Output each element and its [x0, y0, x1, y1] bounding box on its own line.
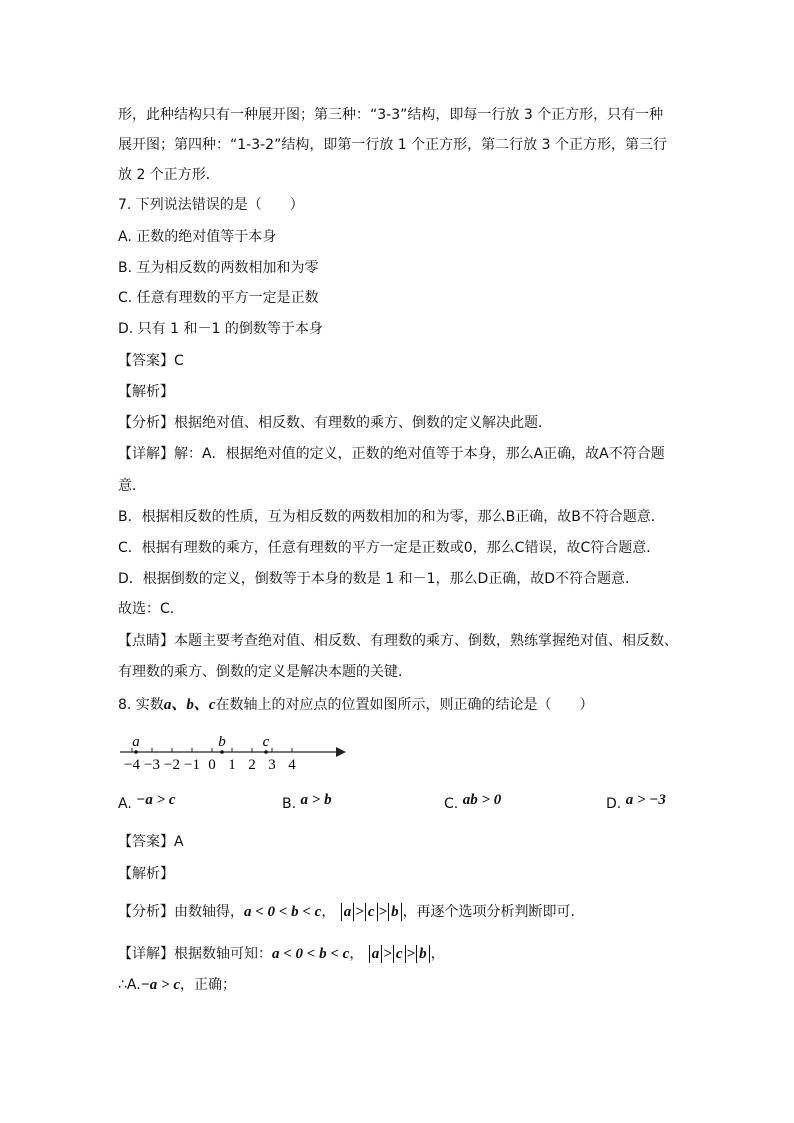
option-b [282, 792, 332, 813]
option-d [606, 792, 666, 813]
axis-arrow [336, 747, 346, 757]
text-line: D. 只有 1 和－1 的倒数等于本身 [118, 321, 323, 337]
text-line: 形，此种结构只有一种展开图；第三种：“3-3”结构，即每一行放 3 个正方形，只有一种 [118, 107, 664, 123]
tick-label: 2 [248, 757, 256, 773]
option-key: C. [444, 796, 459, 812]
xiangjie-8 [118, 945, 445, 963]
tick-label: 1 [228, 757, 236, 773]
text-line: 意． [118, 478, 146, 494]
tick-label: −4 [124, 757, 140, 773]
text-line: 展开图；第四种：“1-3-2”结构，即第一行放 1 个正方形，第二行放 3 个正方形，第三行 [118, 137, 667, 153]
text-line: 有理数的乘方、倒数的定义是解决本题的关键． [118, 664, 412, 680]
fenxi-8 [118, 903, 575, 921]
text-line: B. 互为相反数的两数相加和为零 [118, 260, 319, 276]
option-expr: ab > 0 [462, 792, 502, 808]
tick-label: −1 [184, 757, 200, 773]
gt: > [355, 904, 364, 920]
option-a [118, 792, 176, 813]
label: 【详解】根据数轴可知： [118, 946, 272, 962]
point-label: b [218, 734, 226, 750]
inequality: a < 0 < b < c [272, 946, 350, 962]
prefix: ∴A. [118, 977, 141, 993]
tail: ，正确； [180, 977, 236, 993]
option-expr: a > −3 [625, 792, 666, 808]
text-line: 【分析】根据绝对值、相反数、有理数的乘方、倒数的定义解决此题． [118, 415, 552, 431]
abs-b: b [388, 903, 402, 921]
tick-label: 0 [208, 757, 216, 773]
q8-prefix: 8. 实数 [118, 697, 164, 713]
answer-8: 【答案】A [118, 834, 184, 850]
text-line: D．根据倒数的定义，倒数等于本身的数是 1 和－1，那么D正确，故D不符合题意． [118, 571, 640, 587]
point-label: c [262, 734, 270, 750]
abs-c: c [365, 903, 378, 921]
gt: > [378, 904, 388, 920]
tick-label: −2 [164, 757, 180, 773]
tick-label: 3 [268, 757, 276, 773]
point-b [220, 750, 224, 754]
conclusion-line [118, 976, 236, 994]
text-line: C. 任意有理数的平方一定是正数 [118, 290, 319, 306]
option-key: D. [606, 796, 622, 812]
analysis-8: 【解析】 [118, 866, 174, 882]
text-line: B．根据相反数的性质，互为相反数的两数相加的和为零，那么B正确，故B不符合题意． [118, 509, 665, 525]
point-c [264, 750, 268, 754]
text-line: C．根据有理数的乘方，任意有理数的平方一定是正数或0，那么C错误，故C符合题意． [118, 540, 661, 556]
point-a [134, 750, 138, 754]
abs-c: c [393, 945, 406, 963]
abs-b: b [416, 945, 430, 963]
expr: −a > c [140, 977, 180, 993]
text-line: A. 正数的绝对值等于本身 [118, 229, 277, 245]
label: 【分析】由数轴得， [118, 904, 244, 920]
sep: ， [349, 946, 364, 962]
text-line: 【答案】C [118, 353, 184, 369]
option-c [444, 792, 502, 813]
text-line: 放 2 个正方形． [118, 167, 220, 183]
option-expr: a > b [300, 792, 332, 808]
tick-label: −3 [144, 757, 160, 773]
tick-label: 4 [288, 757, 296, 773]
gt: > [383, 946, 392, 962]
abs-a: a [341, 903, 355, 921]
option-expr: −a > c [136, 792, 176, 808]
q8-vars: a、b、c [163, 697, 216, 713]
gt: > [406, 946, 416, 962]
tail: ， [430, 946, 445, 962]
text-line: 7. 下列说法错误的是（ ） [118, 197, 304, 213]
text-line: 【详解】解：A．根据绝对值的定义，正数的绝对值等于本身，那么A正确，故A不符合题 [118, 446, 665, 462]
number-line [118, 728, 358, 773]
abs-a: a [369, 945, 383, 963]
point-label: a [132, 734, 140, 750]
question-8 [118, 696, 593, 714]
option-key: A. [118, 796, 132, 812]
sep: ， [321, 904, 336, 920]
q8-suffix: 在数轴上的对应点的位置如图所示，则正确的结论是（ ） [215, 697, 594, 713]
tail: ，再逐个选项分析判断即可. [402, 904, 576, 920]
text-line: 【解析】 [118, 384, 174, 400]
inequality: a < 0 < b < c [244, 904, 322, 920]
option-key: B. [282, 796, 297, 812]
text-line: 【点睛】本题主要考查绝对值、相反数、有理数的乘方、倒数，熟练掌握绝对值、相反数、 [118, 633, 678, 649]
text-line: 故选：C． [118, 601, 184, 617]
